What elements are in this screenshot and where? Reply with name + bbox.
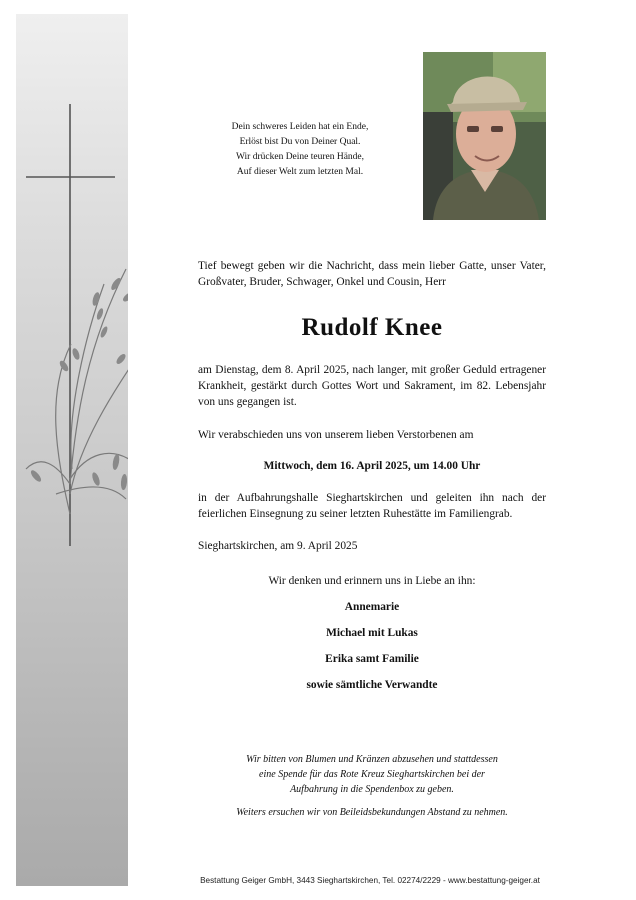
place-date: Sieghartskirchen, am 9. April 2025 xyxy=(198,540,358,552)
mourner-name: sowie sämtliche Verwandte xyxy=(306,679,438,691)
death-details: am Dienstag, dem 8. April 2025, nach langer, mit großer Geduld ertragener Krankheit, gestärkt durch Gottes Wort und Sakrament, im 82. Lebensjahr von uns gegangen ist. xyxy=(198,364,546,408)
mourner-name: Annemarie xyxy=(344,601,400,613)
poem-line: Wir drücken Deine teuren Hände, xyxy=(235,152,365,162)
cross-grass-illustration xyxy=(16,14,128,886)
donation-line: Aufbahrung in die Spendenbox zu geben. xyxy=(290,784,454,795)
grass-icon xyxy=(26,269,128,514)
decorative-sidebar xyxy=(16,14,128,886)
footer: Bestattung Geiger GmbH, 3443 Sieghartskirchen, Tel. 02274/2229 - www.bestattung-geiger.at xyxy=(200,876,540,885)
portrait-photo xyxy=(423,52,546,220)
mourner-name: Michael mit Lukas xyxy=(326,627,418,639)
poem-line: Auf dieser Welt zum letzten Mal. xyxy=(236,167,364,177)
poem xyxy=(180,120,420,180)
funeral-location: in der Aufbahrungshalle Sieghartskirchen und geleiten ihn nach der feierlichen Einsegnung zu seiner letzten Ruhestätte im Familiengrab. xyxy=(198,492,546,520)
mourner-name: Erika samt Familie xyxy=(325,653,419,665)
donation-line: Wir bitten von Blumen und Kränzen abzusehen und stattdessen xyxy=(246,754,498,765)
deceased-name: Rudolf Knee xyxy=(301,314,443,341)
poem-line: Dein schweres Leiden hat ein Ende, xyxy=(231,122,369,132)
grass-seed-heads xyxy=(29,277,128,508)
announcement-text: Tief bewegt geben wir die Nachricht, dass mein lieber Gatte, unser Vater, Großvater, Bruder, Schwager, Onkel und Cousin, Herr xyxy=(198,260,546,288)
poem-line: Erlöst bist Du von Deiner Qual. xyxy=(239,137,361,147)
funeral-datetime: Mittwoch, dem 16. April 2025, um 14.00 Uhr xyxy=(263,460,481,472)
mourners-intro: Wir denken und erinnern uns in Liebe an ihn: xyxy=(268,575,476,587)
farewell-intro: Wir verabschieden uns von unserem lieben Verstorbenen am xyxy=(198,429,474,441)
condolence-note: Weiters ersuchen wir von Beileidsbekundungen Abstand zu nehmen. xyxy=(236,807,508,818)
donation-line: eine Spende für das Rote Kreuz Sieghartskirchen bei der xyxy=(259,769,485,780)
donation-request xyxy=(190,752,554,797)
